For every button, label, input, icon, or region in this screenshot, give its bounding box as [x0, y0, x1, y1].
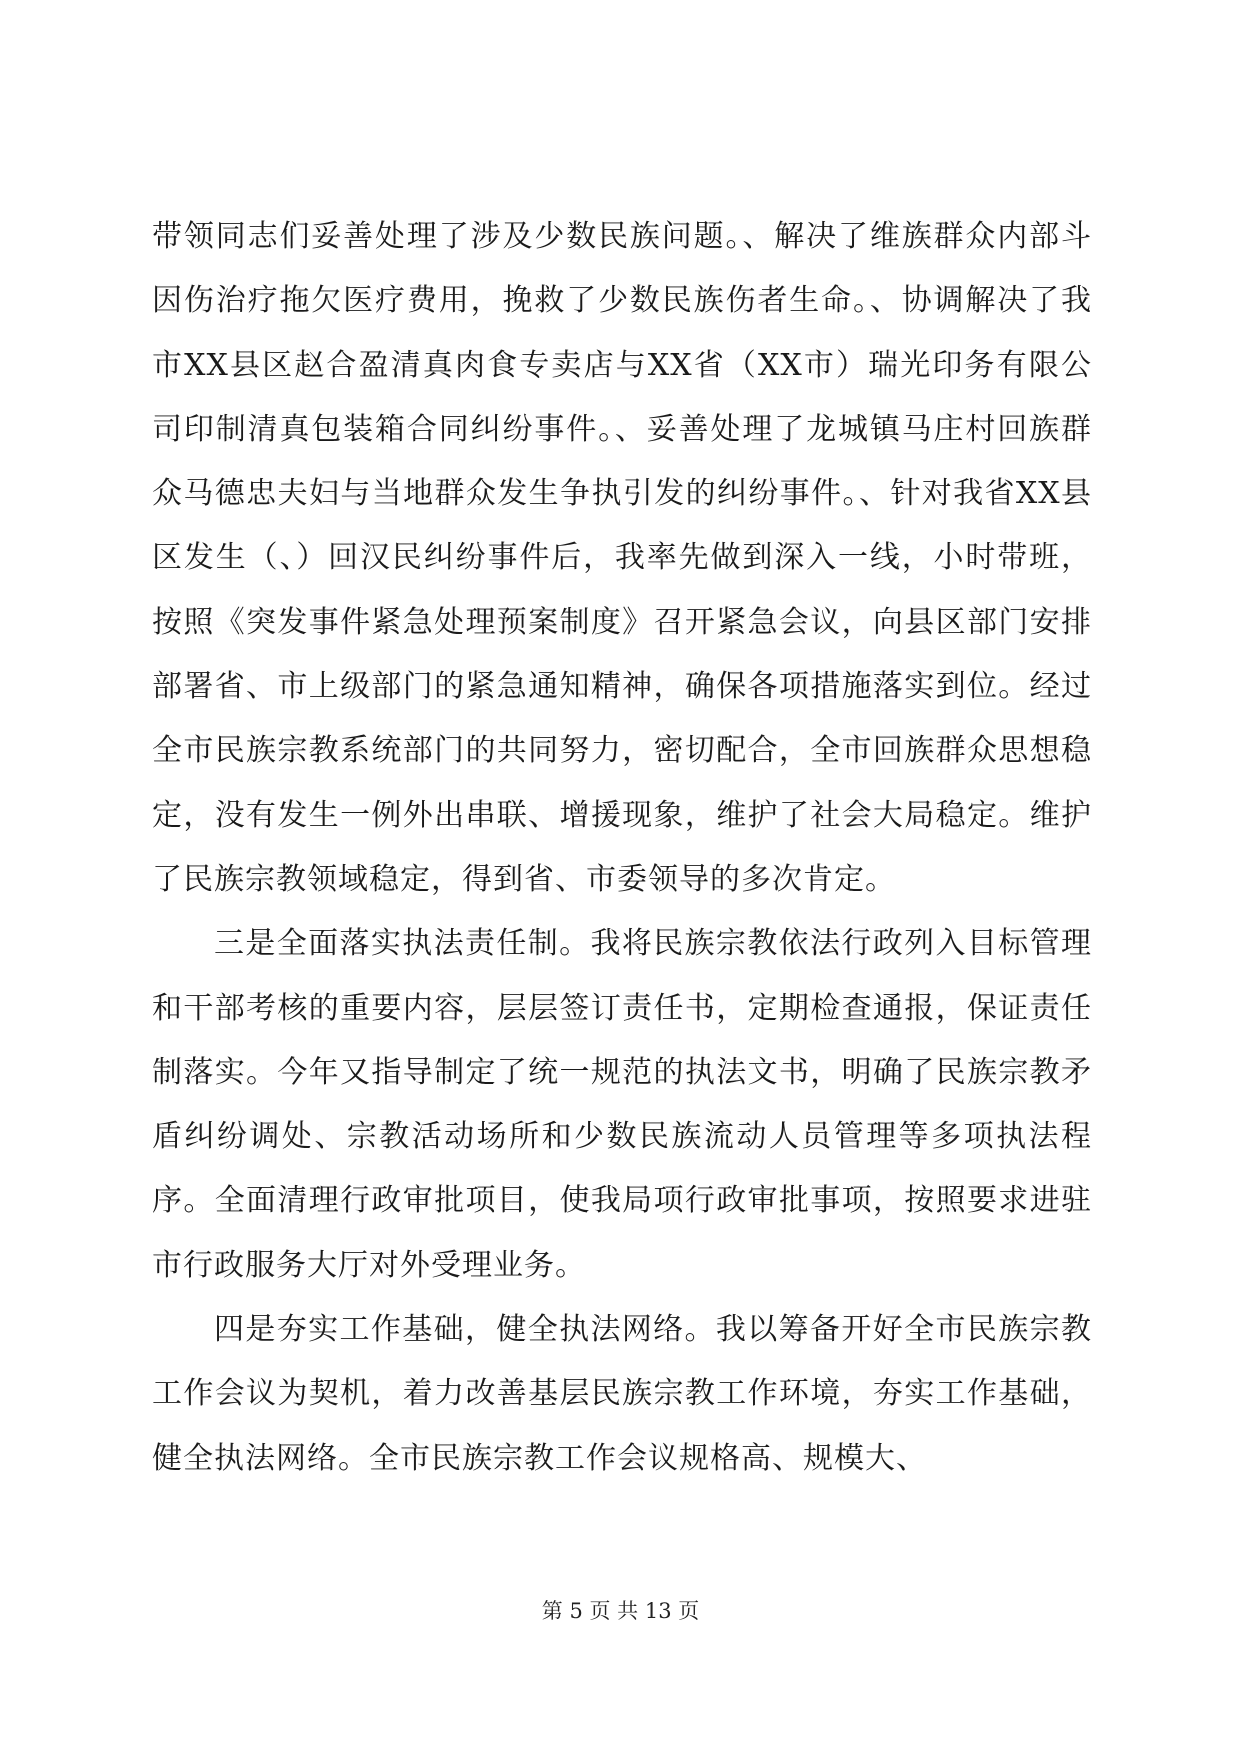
- paragraph-2: 三是全面落实执法责任制。我将民族宗教依法行政列入目标管理和干部考核的重要内容，层层签订责任书，定期检查通报，保证责任制落实。今年又指导制定了统一规范的执法文书，明确了民族宗教矛盾纠纷调处、宗教活动场所和少数民族流动人员管理等多项执法程序。全面清理行政审批项目，使我局项行政审批事项，按照要求进驻市行政服务大厅对外受理业务。: [152, 926, 1092, 1283]
- document-body: [152, 205, 1092, 1491]
- paragraph-3: 四是夯实工作基础，健全执法网络。我以筹备开好全市民族宗教工作会议为契机，着力改善基层民族宗教工作环境，夯实工作基础，健全执法网络。全市民族宗教工作会议规格高、规模大、: [152, 1312, 1092, 1476]
- paragraph-1: 带领同志们妥善处理了涉及少数民族问题。、解决了维族群众内部斗因伤治疗拖欠医疗费用，挽救了少数民族伤者生命。、协调解决了我市XX县区赵合盈清真肉食专卖店与XX省（XX市）瑞光印务有限公司印制清真包装箱合同纠纷事件。、妥善处理了龙城镇马庄村回族群众马德忠夫妇与当地群众发生争执引发的纠纷事件。、针对我省XX县区发生（、）回汉民纠纷事件后，我率先做到深入一线，小时带班，按照《突发事件紧急处理预案制度》召开紧急会议，向县区部门安排部署省、市上级部门的紧急通知精神，确保各项措施落实到位。经过全市民族宗教系统部门的共同努力，密切配合，全市回族群众思想稳定，没有发生一例外出串联、增援现象，维护了社会大局稳定。维护了民族宗教领域稳定，得到省、市委领导的多次肯定。: [152, 219, 1092, 897]
- page-number-footer: 第 5 页 共 13 页: [541, 1599, 700, 1623]
